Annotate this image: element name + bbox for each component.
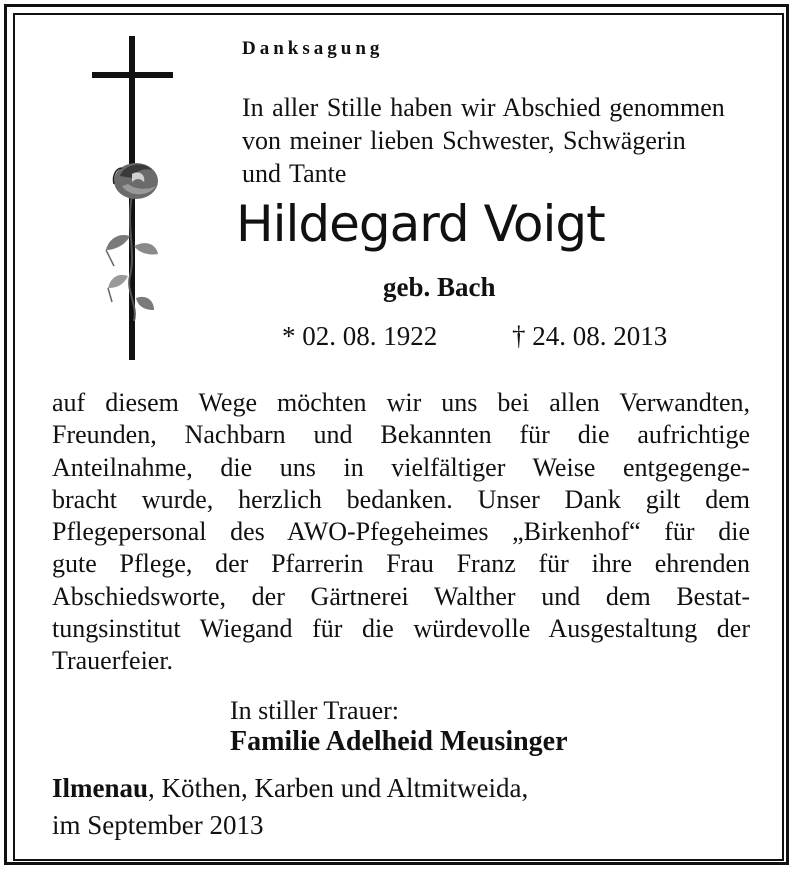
place-rest: , Köthen, Karben und Altmitweida, [148,773,529,803]
body-line: Pflegepersonal des AWO-Pfegeheimes „Birkenhof“ für die [52,517,750,547]
body-line: bracht wurde, herzlich bedanken. Unser Dank gilt dem [52,484,750,514]
cross-rose-icon [92,36,174,360]
dateline: im September 2013 [52,810,264,840]
heading-danksagung: Danksagung [242,38,384,59]
body-line: tungsinstitut Wiegand für die würdevolle Ausgestaltung der [52,614,750,644]
body-line: gute Pflege, der Pfarrerin Frau Franz für ihre ehrenden [52,549,750,579]
body-line: auf diesem Wege möchten wir uns bei allen Verwandten, [52,388,750,417]
place-bold: Ilmenau [52,773,149,803]
death-date: † 24. 08. 2013 [512,321,668,351]
mourners-label: In stiller Trauer: [230,696,399,725]
family-name: Familie Adelheid Meusinger [230,726,568,757]
intro-line: In aller Stille haben wir Abschied genommen [242,93,725,122]
maiden-name: geb. Bach [383,272,496,302]
body-line: Trauerfeier. [52,646,174,676]
intro-line: von meiner lieben Schwester, Schwägerin [242,126,686,155]
body-line: Freunden, Nachbarn und Bekannten für die aufrichtige [52,420,750,450]
body-line: Anteilnahme, die uns in vielfältiger Weise entgegenge- [52,452,750,482]
intro-line: und Tante [242,159,347,188]
birth-date: * 02. 08. 1922 [282,321,438,351]
deceased-name: Hildegard Voigt [236,195,605,253]
intro-text [242,91,725,190]
place-line [52,773,528,804]
body-line: Abschiedsworte, der Gärtnerei Walther und dem Bestat- [52,581,750,611]
body-text [52,387,750,678]
